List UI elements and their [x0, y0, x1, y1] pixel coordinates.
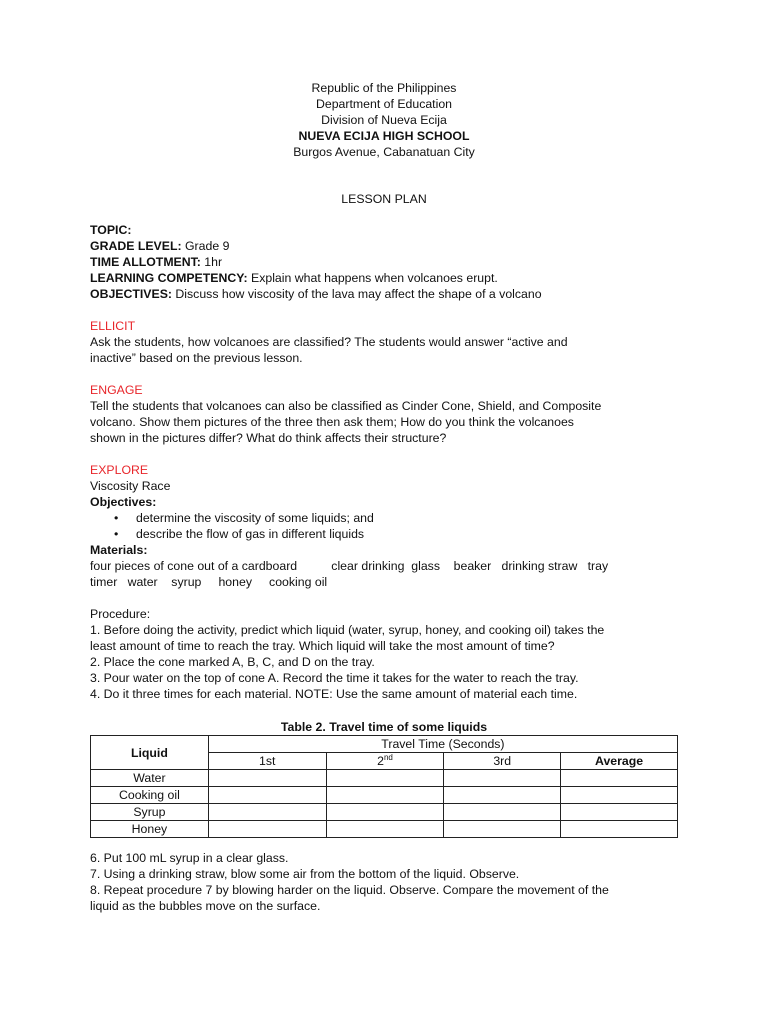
procedure-step: 3. Pour water on the top of cone A. Record the time it takes for the water to reach the tray.	[90, 671, 579, 685]
materials-label: Materials:	[90, 543, 148, 557]
header-address: Burgos Avenue, Cabanatuan City	[293, 145, 475, 159]
time-value: 1hr	[200, 255, 223, 269]
list-item: • describe the flow of gas in different liquids	[90, 526, 690, 542]
materials-line: timer water syrup honey cooking oil	[90, 575, 328, 589]
engage-line: shown in the pictures differ? What do think affects their structure?	[90, 431, 447, 445]
engage-section	[90, 382, 690, 446]
procedure-step: 4. Do it three times for each material. NOTE: Use the same amount of material each time.	[90, 687, 578, 701]
col-header-1st: 1st	[208, 753, 326, 770]
travel-time-table	[90, 735, 678, 838]
procedure-step: liquid as the bubbles move on the surface.	[90, 899, 321, 913]
engage-line: Tell the students that volcanoes can also be classified as Cinder Cone, Shield, and Composite	[90, 399, 602, 413]
row-liquid-name: Honey	[91, 821, 209, 838]
document-header	[0, 80, 768, 160]
procedure-label: Procedure:	[90, 607, 151, 621]
procedure-step: 8. Repeat procedure 7 by blowing harder on the liquid. Observe. Compare the movement of the	[90, 883, 609, 897]
table-row	[91, 787, 678, 804]
table-row	[91, 804, 678, 821]
header-division: Division of Nueva Ecija	[321, 113, 447, 127]
explore-objectives-list	[90, 510, 690, 542]
remaining-procedure	[90, 850, 690, 914]
objectives-label: OBJECTIVES:	[90, 287, 172, 301]
header-republic: Republic of the Philippines	[311, 81, 457, 95]
procedure-step: 6. Put 100 mL syrup in a clear glass.	[90, 851, 289, 865]
ellicit-section	[90, 318, 690, 366]
row-liquid-name: Cooking oil	[91, 787, 209, 804]
competency-label: LEARNING COMPETENCY:	[90, 271, 248, 285]
table-row	[91, 770, 678, 787]
grade-value: Grade 9	[181, 239, 230, 253]
header-department: Department of Education	[315, 97, 453, 111]
explore-objectives-label: Objectives:	[90, 495, 157, 509]
explore-section	[90, 462, 690, 702]
ellicit-line: inactive” based on the previous lesson.	[90, 351, 303, 365]
header-school: NUEVA ECIJA HIGH SCHOOL	[298, 129, 470, 143]
lesson-info	[90, 222, 690, 302]
travel-time-header: Travel Time (Seconds)	[208, 736, 677, 753]
row-liquid-name: Syrup	[91, 804, 209, 821]
row-liquid-name: Water	[91, 770, 209, 787]
procedure-step: 1. Before doing the activity, predict which liquid (water, syrup, honey, and cooking oil) takes the	[90, 623, 605, 637]
engage-line: volcano. Show them pictures of the three then ask them; How do you think the volcanoes	[90, 415, 574, 429]
grade-label: GRADE LEVEL:	[90, 239, 182, 253]
col-header-3rd: 3rd	[444, 753, 561, 770]
objectives-value: Discuss how viscosity of the lava may affect the shape of a volcano	[172, 287, 542, 301]
time-label: TIME ALLOTMENT:	[90, 255, 201, 269]
liquid-header: Liquid	[91, 736, 209, 770]
topic-label: TOPIC:	[90, 223, 132, 237]
procedure-step: 7. Using a drinking straw, blow some air from the bottom of the liquid. Observe.	[90, 867, 520, 881]
explore-heading: EXPLORE	[90, 463, 149, 477]
table-row	[91, 821, 678, 838]
competency-value: Explain what happens when volcanoes erupt.	[247, 271, 498, 285]
ellicit-heading: ELLICIT	[90, 319, 136, 333]
document-title: LESSON PLAN	[341, 192, 427, 206]
procedure-step: least amount of time to reach the tray. Which liquid will take the most amount of time?	[90, 639, 555, 653]
procedure-step: 2. Place the cone marked A, B, C, and D on the tray.	[90, 655, 375, 669]
table-caption: Table 2. Travel time of some liquids	[280, 720, 488, 734]
ellicit-line: Ask the students, how volcanoes are classified? The students would answer “active and	[90, 335, 568, 349]
list-item: • determine the viscosity of some liquids; and	[90, 510, 690, 526]
col-header-average: Average	[561, 753, 678, 770]
activity-name: Viscosity Race	[90, 479, 171, 493]
col-header-2nd: 2nd	[326, 753, 444, 770]
materials-line: four pieces of cone out of a cardboard clear drinking glass beaker drinking straw tray	[90, 559, 609, 573]
engage-heading: ENGAGE	[90, 383, 143, 397]
